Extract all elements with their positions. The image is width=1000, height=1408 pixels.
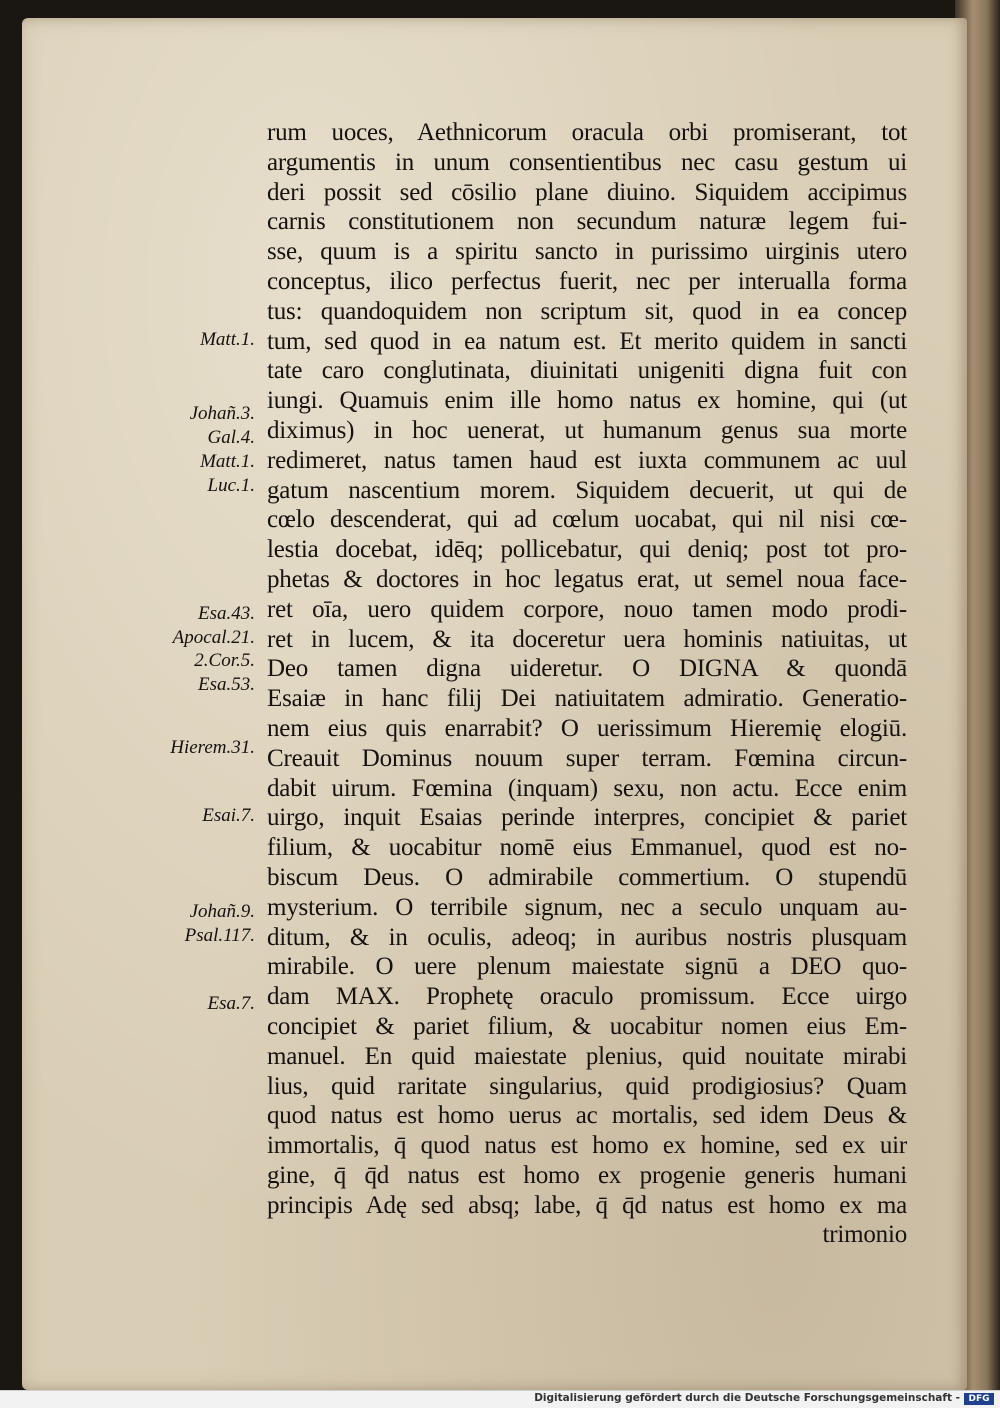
text-line: sse, quum is a spiritu sancto in purissimo uirginis utero <box>267 238 907 266</box>
text-line: carnis constitutionem non secundum naturæ legem fui- <box>267 208 907 236</box>
text-line: gine, q̄ q̄d natus est homo ex progenie generis humani <box>267 1161 907 1189</box>
text-line: tum, sed quod in ea natum est. Et merito quidem in sancti <box>267 327 907 355</box>
text-line: cœlo descenderat, qui ad cœlum uocabat, qui nil nisi cœ- <box>267 506 907 534</box>
text-line: dabit uirum. Fœmina (inquam) sexu, non actu. Ecce enim <box>267 774 907 802</box>
text-line: uirgo, inquit Esaias perinde interpres, concipiet & pariet <box>267 804 907 832</box>
text-line: filium, & uocabitur nomē eius Emmanuel, quod est no- <box>267 834 907 862</box>
text-line: tate caro conglutinata, diuinitati unigeniti digna fuit con <box>267 357 907 385</box>
text-line: rum uoces, Aethnicorum oracula orbi promiserant, tot <box>267 119 907 146</box>
text-line: argumentis in unum consentientibus nec casu gestum ui <box>267 148 907 176</box>
marginal-reference: Matt.1. <box>200 328 255 350</box>
text-line: iungi. Quamuis enim ille homo natus ex homine, qui (ut <box>267 387 907 415</box>
main-text-block <box>267 118 907 1250</box>
marginal-reference: Esai.7. <box>202 805 255 827</box>
text-line: ret in lucem, & ita doceretur uera hominis natiuitas, ut <box>267 625 907 653</box>
text-line: lestia docebat, idēq; pollicebatur, qui deniq; post tot pro- <box>267 536 907 564</box>
text-line: concipiet & pariet filium, & uocabitur nomen eius Em- <box>267 1012 907 1040</box>
text-line: ret oīa, uero quidem corpore, nouo tamen modo prodi- <box>267 595 907 623</box>
marginal-reference: Gal.4. <box>207 426 255 448</box>
footer-bar <box>0 1390 1000 1408</box>
marginal-reference: Luc.1. <box>207 474 255 496</box>
marginal-reference: Apocal.21. <box>172 626 255 648</box>
text-line: diximus) in hoc uenerat, ut humanum genus sua morte <box>267 416 907 444</box>
text-line: phetas & doctores in hoc legatus erat, ut semel noua face- <box>267 565 907 593</box>
marginal-reference: Psal.117. <box>184 924 255 946</box>
footer-credit: Digitalisierung gefördert durch die Deutsche Forschungsgemeinschaft - <box>534 1392 960 1404</box>
text-line: immortalis, q̄ quod natus est homo ex homine, sed ex uir <box>267 1132 907 1160</box>
text-line: tus: quandoquidem non scriptum sit, quod in ea concep <box>267 297 907 325</box>
marginal-reference: Esa.53. <box>198 674 255 696</box>
text-line: Deo tamen digna uideretur. O DIGNA & quondā <box>267 655 907 683</box>
marginal-reference: 2.Cor.5. <box>194 650 255 672</box>
marginal-reference: Johañ.3. <box>189 403 255 425</box>
text-line: ditum, & in oculis, adeoq; in auribus nostris plusquam <box>267 923 907 951</box>
text-line: deri possit sed cōsilio plane diuino. Siquidem accipimus <box>267 178 907 206</box>
marginal-reference: Esa.43. <box>198 602 255 624</box>
dfg-logo-icon: DFG <box>964 1393 994 1405</box>
text-line: mirabile. O uere plenum maiestate signū a DEO quo- <box>267 953 907 981</box>
marginal-reference: Johañ.9. <box>189 900 255 922</box>
marginal-reference: Esa.7. <box>207 993 255 1015</box>
text-line: trimonio <box>822 1221 907 1249</box>
text-line: Esaiæ in hanc filij Dei natiuitatem admiratio. Generatio- <box>267 685 907 713</box>
text-line: redimeret, natus tamen haud est iuxta communem ac uul <box>267 446 907 474</box>
text-line: principis Adę sed absq; labe, q̄ q̄d natus est homo ex ma <box>267 1191 907 1219</box>
text-line: mysterium. O terribile signum, nec a seculo unquam au- <box>267 893 907 921</box>
marginal-reference: Matt.1. <box>200 450 255 472</box>
text-line: manuel. En quid maiestate plenius, quid nouitate mirabi <box>267 1042 907 1070</box>
text-line: gatum nascentium morem. Siquidem decuerit, ut qui de <box>267 476 907 504</box>
text-line: nem eius quis enarrabit? O uerissimum Hieremię elogiū. <box>267 714 907 742</box>
text-line: conceptus, ilico perfectus fuerit, nec per interualla forma <box>267 267 907 295</box>
text-line: quod natus est homo uerus ac mortalis, sed idem Deus & <box>267 1102 907 1130</box>
text-line: Creauit Dominus nouum super terram. Fœmina circun- <box>267 744 907 772</box>
text-line: dam MAX. Prophetę oraculo promissum. Ecce uirgo <box>267 983 907 1011</box>
text-line: biscum Deus. O admirabile commertium. O stupendū <box>267 863 907 891</box>
marginal-reference: Hierem.31. <box>170 736 255 758</box>
text-line: lius, quid raritate singularius, quid prodigiosius? Quam <box>267 1072 907 1100</box>
